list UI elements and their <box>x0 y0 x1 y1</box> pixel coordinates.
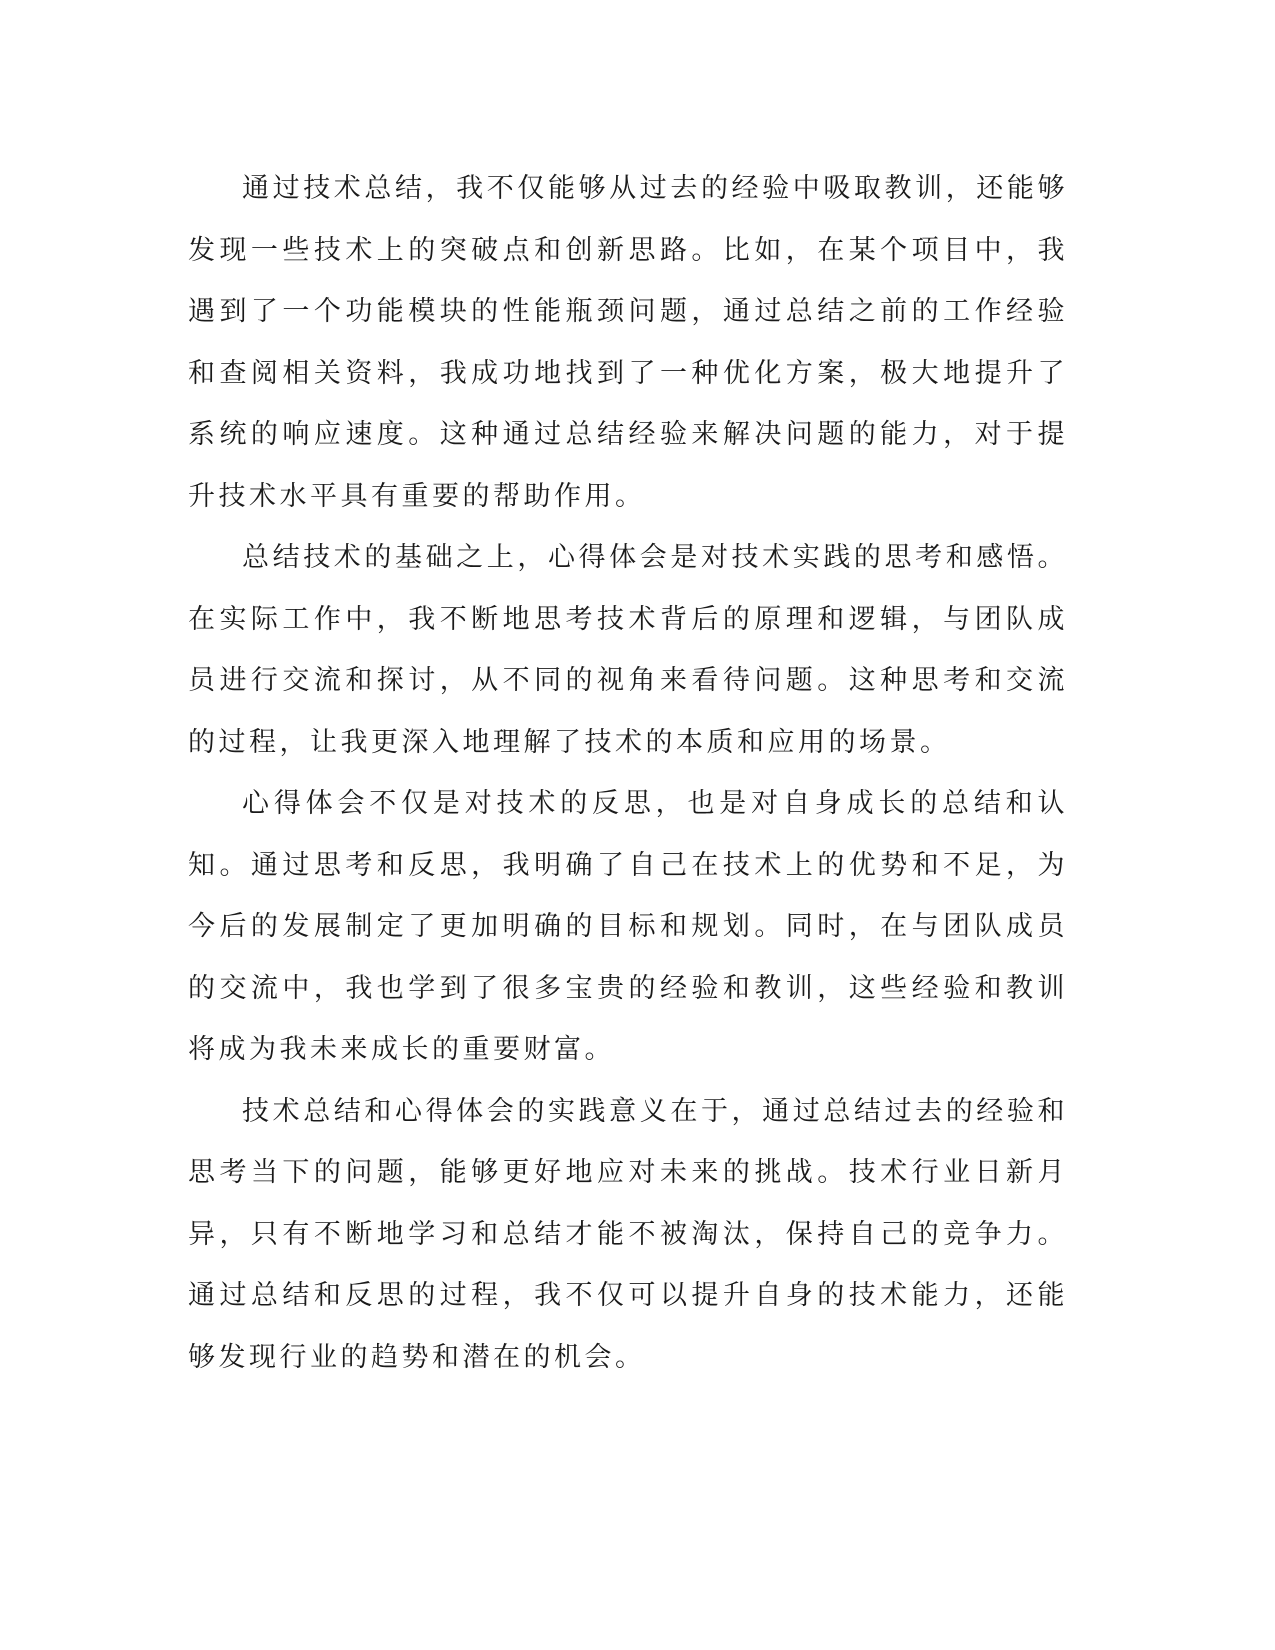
paragraph-3: 心得体会不仅是对技术的反思，也是对自身成长的总结和认知。通过思考和反思，我明确了自己在技术上的优势和不足，为今后的发展制定了更加明确的目标和规划。同时，在与团队成员的交流中，我也学到了很多宝贵的经验和教训，这些经验和教训将成为我未来成长的重要财富。 <box>188 788 1068 1065</box>
paragraph-1: 通过技术总结，我不仅能够从过去的经验中吸取教训，还能够发现一些技术上的突破点和创新思路。比如，在某个项目中，我遇到了一个功能模块的性能瓶颈问题，通过总结之前的工作经验和查阅相关资料，我成功地找到了一种优化方案，极大地提升了系统的响应速度。这种通过总结经验来解决问题的能力，对于提升技术水平具有重要的帮助作用。 <box>188 173 1068 512</box>
document-body <box>188 158 1068 1388</box>
paragraph-4: 技术总结和心得体会的实践意义在于，通过总结过去的经验和思考当下的问题，能够更好地应对未来的挑战。技术行业日新月异，只有不断地学习和总结才能不被淘汰，保持自己的竞争力。通过总结和反思的过程，我不仅可以提升自身的技术能力，还能够发现行业的趋势和潜在的机会。 <box>188 1095 1068 1373</box>
paragraph-2: 总结技术的基础之上，心得体会是对技术实践的思考和感悟。在实际工作中，我不断地思考技术背后的原理和逻辑，与团队成员进行交流和探讨，从不同的视角来看待问题。这种思考和交流的过程，让我更深入地理解了技术的本质和应用的场景。 <box>188 542 1068 758</box>
